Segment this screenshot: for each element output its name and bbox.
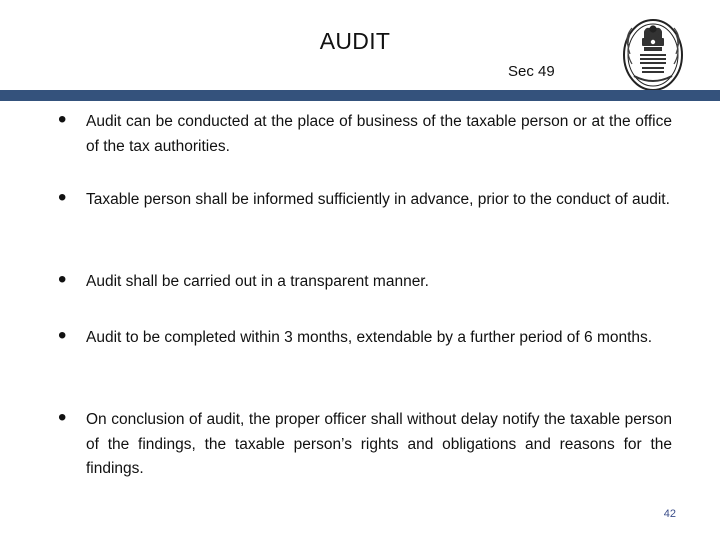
bullet-dot-icon: •	[58, 106, 67, 133]
bullet-dot-icon: •	[58, 184, 67, 211]
section-reference: Sec 49	[508, 63, 555, 80]
bullet-text: Audit to be completed within 3 months, extendable by a further period of 6 months.	[86, 329, 653, 346]
bullet-text: On conclusion of audit, the proper officer shall without delay notify the taxable person of the findings, the taxable person’s rights and obligations and reasons for the findings.	[86, 411, 672, 477]
title-divider-bar	[0, 90, 720, 101]
bullet-dot-icon: •	[58, 266, 67, 293]
bullet-dot-icon: •	[58, 322, 67, 349]
bullet-dot-icon: •	[58, 404, 67, 431]
state-emblem-logo	[620, 14, 686, 92]
bullet-text: Taxable person shall be informed sufficiently in advance, prior to the conduct of audit.	[86, 191, 670, 208]
bullet-text: Audit shall be carried out in a transparent manner.	[86, 273, 429, 290]
bullet-text: Audit can be conducted at the place of business of the taxable person or at the office of the tax authorities.	[86, 113, 672, 155]
page-number: 42	[663, 508, 676, 520]
slide-title: AUDIT	[319, 28, 391, 54]
